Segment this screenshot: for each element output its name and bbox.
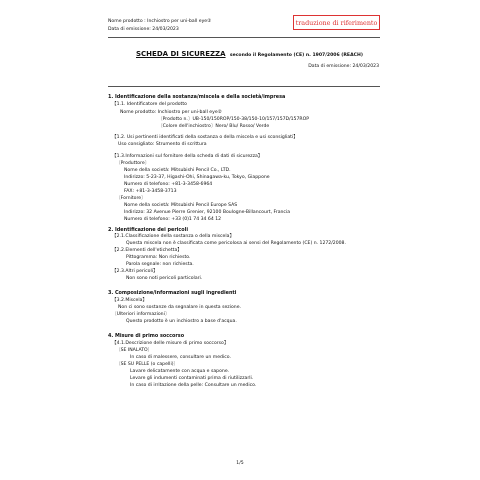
producer-phone: Numero di telefono: +81-3-3458-6964	[124, 182, 213, 187]
producer-fax: FAX: +81-3-3458-3713	[124, 189, 177, 194]
section-2-heading: 2. Identificazione dei pericoli	[108, 227, 189, 233]
inhaled-tag: 〔SE INALATO〕	[116, 348, 153, 353]
product-name: Nome prodotto: Inchiostro per uni-ball eye②	[120, 110, 222, 115]
section-1-1: 【1.1. Identificatore del prodotto	[112, 102, 187, 107]
classification-text: Questa miscela non è classificata come pericolosa ai sensi del Regolamento (CE) n. 1272/2008.	[126, 241, 346, 246]
section-3-heading: 3. Composizione/informazioni sugli ingredienti	[108, 290, 237, 296]
skin-tag: 〔SE SU PELLE (o capelli)〕	[116, 362, 179, 367]
supplier-phone: Numero di telefono: +33 (0)1 74 34 64 12	[124, 217, 222, 222]
section-1-2: 【1.2. Usi pertinenti identificati della sostanza o della miscela e usi sconsigliati】	[112, 135, 298, 140]
supplier-address: Indirizzo: 32 Avenue Pierre Grenier, 92100 Boulogne-Billancourt, Francia	[124, 210, 291, 215]
producer-name: Nome della società: Mitsubishi Pencil Co., LTD.	[124, 168, 231, 173]
further-info-tag: 〔Ulteriori informazioni〕	[112, 312, 170, 317]
product-name-header: Nome prodotto : Inchiostro per uni-ball eye②	[108, 19, 212, 24]
ink-colors: 〔Colore dell'inchiostro〕Nero/ Blu/ Rosso/ Verde	[158, 124, 270, 129]
supplier-name: Nome della società: Mitsubishi Pencil Europe SAS	[124, 203, 238, 208]
issue-date-header: Data di emissione: 24/03/2023	[108, 27, 179, 32]
title-regulation: secondo il Regolamento (CE) n. 1907/2006 (REACH)	[229, 53, 363, 58]
pictogram-text: Pittogramma: Non richiesto.	[126, 255, 191, 260]
skin-instruction-2: Levare gli indumenti contaminati prima di riutilizzarli.	[130, 376, 254, 381]
other-hazards-text: Non sono noti pericoli particolari.	[126, 276, 203, 281]
producer-tag: 〔Produttore〕	[116, 161, 150, 166]
product-codes: 〔Prodotto n.〕UB-150/150ROP/150-38/150-10/157/157D/157ROP	[158, 117, 309, 122]
inhaled-text: In caso di malessere, consultare un medico.	[130, 355, 231, 360]
section-4-1: 【4.1.Descrizione delle misure di primo soccorso】	[112, 341, 229, 346]
recommended-use: Uso consigliato: Strumento di scrittura	[118, 142, 207, 147]
reference-translation-stamp: traduzione di riferimento	[293, 15, 380, 30]
supplier-tag: 〔Fornitore〕	[116, 196, 146, 201]
document-title	[136, 50, 363, 58]
section-2-1: 【2.1.Classificazione della sostanza o della miscela】	[112, 234, 235, 239]
signal-word-text: Parola segnale: non richiesta.	[126, 262, 194, 267]
water-based-text: Questo prodotto è un inchiostro a base d'acqua.	[126, 319, 237, 324]
section-2-2: 【2.2.Elementi dell'etichetta】	[112, 248, 182, 253]
header-divider	[108, 37, 380, 38]
title-divider	[108, 86, 380, 87]
producer-address: Indirizzo: 5-23-37, Higashi-Ohi, Shinagawa-ku, Tokyo, Giappone	[124, 175, 270, 180]
section-1-3: 【1.3.Informazioni sul fornitore della scheda di dati di sicurezza】	[112, 154, 263, 159]
no-substances-text: Non ci sono sostanze da segnalare in questa sezione.	[118, 305, 241, 310]
section-3-2: 【3.2.Miscela】	[112, 298, 148, 303]
skin-instruction-1: Lavare delicatamente con acqua e sapone.	[130, 369, 230, 374]
issue-date-right: Data di emissione: 24/03/2023	[308, 64, 379, 69]
skin-instruction-3: In caso di irritazione della pelle: Consultare un medico.	[130, 383, 257, 388]
section-4-heading: 4. Misure di primo soccorso	[108, 333, 185, 339]
section-2-3: 【2.3.Altri pericoli】	[112, 269, 158, 274]
section-1-heading: 1. Identificazione della sostanza/miscela e della società/impresa	[108, 94, 286, 100]
title-main: SCHEDA DI SICUREZZA	[136, 50, 226, 58]
page-number: 1/5	[236, 461, 244, 466]
